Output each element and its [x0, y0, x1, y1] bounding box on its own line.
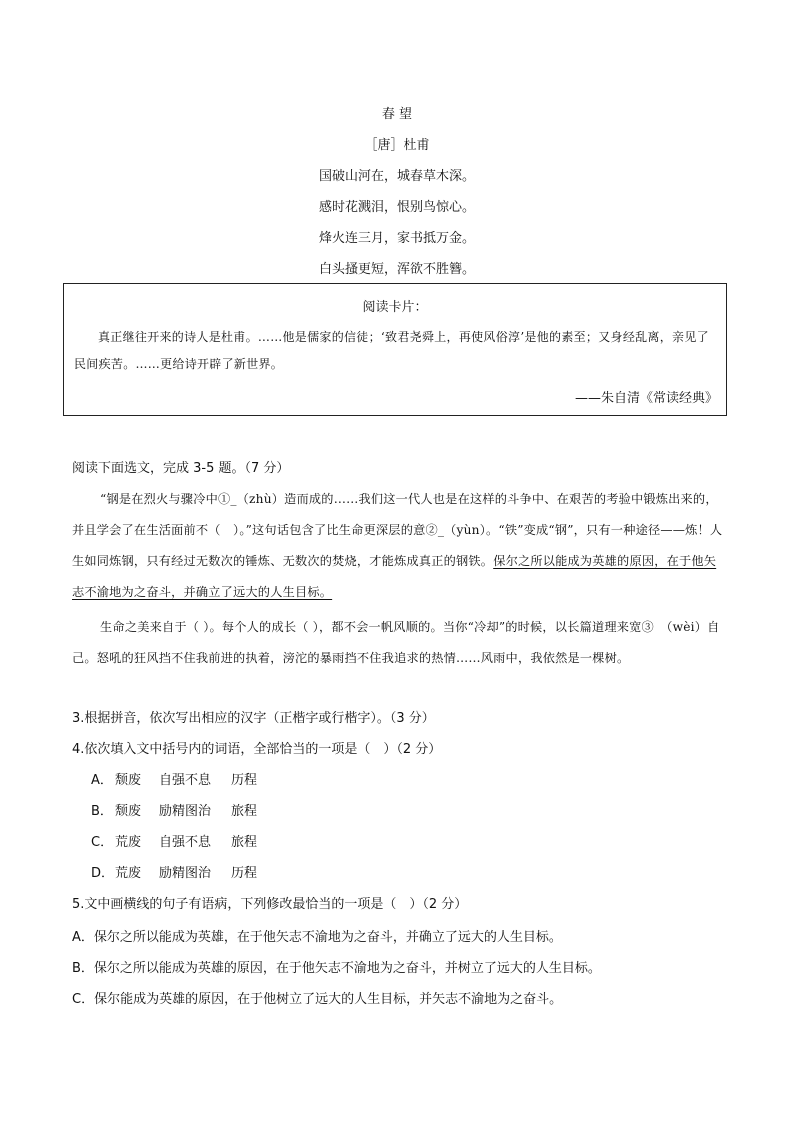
reading-card-body: 真正继往开来的诗人是杜甫。……他是儒家的信徒；‘致君尧舜上，再使风俗淳’是他的素至；又身经乱离，亲见了民间疾苦。……更给诗开辟了新世界。 [74, 330, 709, 371]
question-4-option [91, 862, 257, 881]
poem-line: 感时花溅泪，恨别鸟惊心。 [318, 200, 475, 215]
section-instruction: 阅读下面选文，完成 3-5 题。（7 分） [72, 461, 290, 476]
option-word: 历程 [231, 866, 258, 881]
poem-title: 春 望 [381, 107, 413, 122]
option-word: 励精图治 [159, 866, 212, 881]
option-word: 自强不息 [159, 835, 212, 850]
option-word: 颓废 [115, 773, 142, 788]
option-word: 历程 [231, 773, 258, 788]
option-word: 旅程 [231, 804, 258, 819]
question-4-option [91, 800, 257, 819]
question-5-stem: 5.文中画横线的句子有语病，下列修改最恰当的一项是（ ）（2 分） [72, 897, 468, 912]
option-word: 颓废 [115, 804, 142, 819]
passage-paragraph-2: 生命之美来自于（ ）。每个人的成长（ ），都不会一帆风顺的。当你“冷却”的时候，以长篇道理来宽③ （wèi）自己。怒吼的狂风挡不住我前进的执着，滂沱的暴雨挡不住我追求的热情……风雨中，我依然是一棵树。 [72, 620, 720, 665]
option-label: A． [91, 773, 113, 788]
option-word: 荒废 [115, 866, 142, 881]
poem-line: 白头搔更短，浑欲不胜簪。 [318, 262, 475, 277]
poem-line: 烽火连三月，家书抵万金。 [318, 231, 475, 246]
option-word: 励精图治 [159, 804, 212, 819]
option-label: C． [91, 835, 114, 850]
reading-card [63, 283, 727, 416]
question-5-option: C．保尔能成为英雄的原因，在于他树立了远大的人生目标，并矢志不渝地为之奋斗。 [72, 992, 563, 1007]
reading-passage [72, 484, 724, 674]
question-5-option: A．保尔之所以能成为英雄，在于他矢志不渝地为之奋斗，并确立了远大的人生目标。 [72, 930, 562, 945]
option-label: D． [91, 866, 115, 881]
question-5-option: B．保尔之所以能成为英雄的原因，在于他矢志不渝地为之奋斗，并树立了远大的人生目标。 [72, 961, 601, 976]
question-3: 3.根据拼音，依次写出相应的汉字（正楷字或行楷字）。（3 分） [72, 711, 435, 726]
option-word: 旅程 [231, 835, 258, 850]
option-label: B． [91, 804, 113, 819]
option-word: 荒废 [115, 835, 142, 850]
passage-paragraph-1 [72, 484, 724, 608]
question-4-option [91, 831, 257, 850]
poem-line: 国破山河在，城春草木深。 [318, 169, 475, 184]
passage-text: “钢是在烈火与骤冷中①_（zhù）造而成的……我们这一代人也是在这样的斗争中、在艰苦的考验中锻炼出来的，并且学会了在生活面前不（ ）。”这句话包含了比生命更深层的意②_（yùn）。“铁”变成“钢”，只有一种途径——炼！人生如同炼钢，只有经过无数次的锤炼、无数次的焚烧，才能炼成真正的钢铁。 [72, 492, 723, 568]
reading-card-title: 阅读卡片： [362, 300, 428, 315]
poem-author: ［唐］杜甫 [364, 138, 430, 153]
question-4-stem: 4.依次填入文中括号内的词语，全部恰当的一项是（ ）（2 分） [72, 742, 442, 757]
underlined-sentence: 保尔之所以能成为英雄的原因，在于他矢志不渝地为之奋斗，并确立了远大的人生目标。 [72, 554, 717, 599]
option-word: 自强不息 [159, 773, 212, 788]
question-4-option [91, 769, 257, 788]
reading-card-signature: ——朱自清《常读经典》 [574, 391, 718, 406]
